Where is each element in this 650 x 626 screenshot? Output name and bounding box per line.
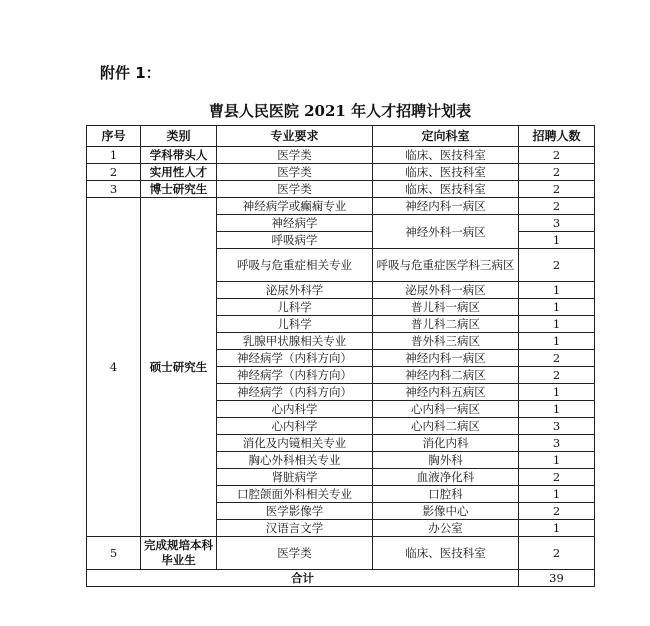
row-dept: 临床、医技科室 bbox=[373, 147, 519, 164]
row-dept: 泌尿外科一病区 bbox=[373, 282, 519, 299]
row-major: 乳腺甲状腺相关专业 bbox=[217, 333, 373, 350]
row-no: 1 bbox=[87, 147, 141, 164]
row-count: 1 bbox=[519, 299, 595, 316]
page-title: 曹县人民医院 2021 年人才招聘计划表 bbox=[208, 102, 472, 120]
row-major: 儿科学 bbox=[217, 299, 373, 316]
row-major: 医学影像学 bbox=[217, 503, 373, 520]
row-count: 3 bbox=[519, 435, 595, 452]
row-dept: 办公室 bbox=[373, 520, 519, 537]
row-no: 2 bbox=[87, 164, 141, 181]
row-dept: 消化内科 bbox=[373, 435, 519, 452]
row-dept: 影像中心 bbox=[373, 503, 519, 520]
row-major: 医学类 bbox=[217, 164, 373, 181]
row-count: 2 bbox=[519, 147, 595, 164]
row-count: 2 bbox=[519, 367, 595, 384]
row-count: 3 bbox=[519, 215, 595, 232]
row-dept: 神经内科二病区 bbox=[373, 367, 519, 384]
row-major: 呼吸与危重症相关专业 bbox=[217, 249, 373, 282]
total-label: 合计 bbox=[87, 570, 519, 587]
row-major: 消化及内镜相关专业 bbox=[217, 435, 373, 452]
row-major: 汉语言文学 bbox=[217, 520, 373, 537]
row-dept: 心内科二病区 bbox=[373, 418, 519, 435]
row-count: 1 bbox=[519, 333, 595, 350]
row-count: 1 bbox=[519, 452, 595, 469]
row-dept: 神经外科一病区 bbox=[373, 215, 519, 249]
row-major: 呼吸病学 bbox=[217, 232, 373, 249]
row-dept: 呼吸与危重症医学科三病区 bbox=[373, 249, 519, 282]
header-row bbox=[87, 126, 595, 147]
row-count: 2 bbox=[519, 249, 595, 282]
row-dept: 神经内科五病区 bbox=[373, 384, 519, 401]
recruitment-table bbox=[86, 125, 595, 587]
attachment-label: 附件 1： bbox=[100, 64, 161, 82]
row-dept: 普儿科一病区 bbox=[373, 299, 519, 316]
row-count: 3 bbox=[519, 418, 595, 435]
row-major: 神经病学（内科方向） bbox=[217, 350, 373, 367]
row-dept: 临床、医技科室 bbox=[373, 537, 519, 570]
row-dept: 口腔科 bbox=[373, 486, 519, 503]
row-major: 神经病学（内科方向） bbox=[217, 367, 373, 384]
row-dept: 胸外科 bbox=[373, 452, 519, 469]
row-dept: 心内科一病区 bbox=[373, 401, 519, 418]
row-dept: 神经内科一病区 bbox=[373, 198, 519, 215]
row-category: 实用性人才 bbox=[141, 164, 217, 181]
row-count: 1 bbox=[519, 401, 595, 418]
row-count: 1 bbox=[519, 282, 595, 299]
row-major: 神经病学（内科方向） bbox=[217, 384, 373, 401]
header-count: 招聘人数 bbox=[519, 126, 595, 147]
row-count: 2 bbox=[519, 503, 595, 520]
row-major: 医学类 bbox=[217, 537, 373, 570]
table-row bbox=[87, 198, 595, 215]
total-row bbox=[87, 570, 595, 587]
row-major: 神经病学 bbox=[217, 215, 373, 232]
row-dept: 临床、医技科室 bbox=[373, 164, 519, 181]
table-row bbox=[87, 537, 595, 570]
row-dept: 临床、医技科室 bbox=[373, 181, 519, 198]
row-major: 口腔颌面外科相关专业 bbox=[217, 486, 373, 503]
row-no: 5 bbox=[87, 537, 141, 570]
row-major: 神经病学或癫痫专业 bbox=[217, 198, 373, 215]
row-count: 1 bbox=[519, 486, 595, 503]
row-count: 2 bbox=[519, 469, 595, 486]
header-major: 专业要求 bbox=[217, 126, 373, 147]
header-category: 类别 bbox=[141, 126, 217, 147]
row-major: 胸心外科相关专业 bbox=[217, 452, 373, 469]
row-major: 肾脏病学 bbox=[217, 469, 373, 486]
row-category: 博士研究生 bbox=[141, 181, 217, 198]
row-no: 3 bbox=[87, 181, 141, 198]
row-dept: 血液净化科 bbox=[373, 469, 519, 486]
header-no: 序号 bbox=[87, 126, 141, 147]
row-major: 心内科学 bbox=[217, 401, 373, 418]
row-count: 1 bbox=[519, 316, 595, 333]
row-count: 2 bbox=[519, 198, 595, 215]
row-category: 硕士研究生 bbox=[141, 198, 217, 537]
row-dept: 神经内科一病区 bbox=[373, 350, 519, 367]
row-count: 1 bbox=[519, 232, 595, 249]
row-major: 医学类 bbox=[217, 147, 373, 164]
row-category: 完成规培本科毕业生 bbox=[141, 537, 217, 570]
row-count: 2 bbox=[519, 164, 595, 181]
total-count: 39 bbox=[519, 570, 595, 587]
row-major: 泌尿外科学 bbox=[217, 282, 373, 299]
row-count: 2 bbox=[519, 350, 595, 367]
table-row bbox=[87, 181, 595, 198]
table-row bbox=[87, 164, 595, 181]
row-major: 医学类 bbox=[217, 181, 373, 198]
row-count: 1 bbox=[519, 384, 595, 401]
row-count: 2 bbox=[519, 181, 595, 198]
row-dept: 普外科三病区 bbox=[373, 333, 519, 350]
header-dept: 定向科室 bbox=[373, 126, 519, 147]
row-dept: 普儿科二病区 bbox=[373, 316, 519, 333]
row-no: 4 bbox=[87, 198, 141, 537]
table-row bbox=[87, 147, 595, 164]
row-count: 2 bbox=[519, 537, 595, 570]
row-major: 儿科学 bbox=[217, 316, 373, 333]
row-category: 学科带头人 bbox=[141, 147, 217, 164]
row-count: 1 bbox=[519, 520, 595, 537]
row-major: 心内科学 bbox=[217, 418, 373, 435]
